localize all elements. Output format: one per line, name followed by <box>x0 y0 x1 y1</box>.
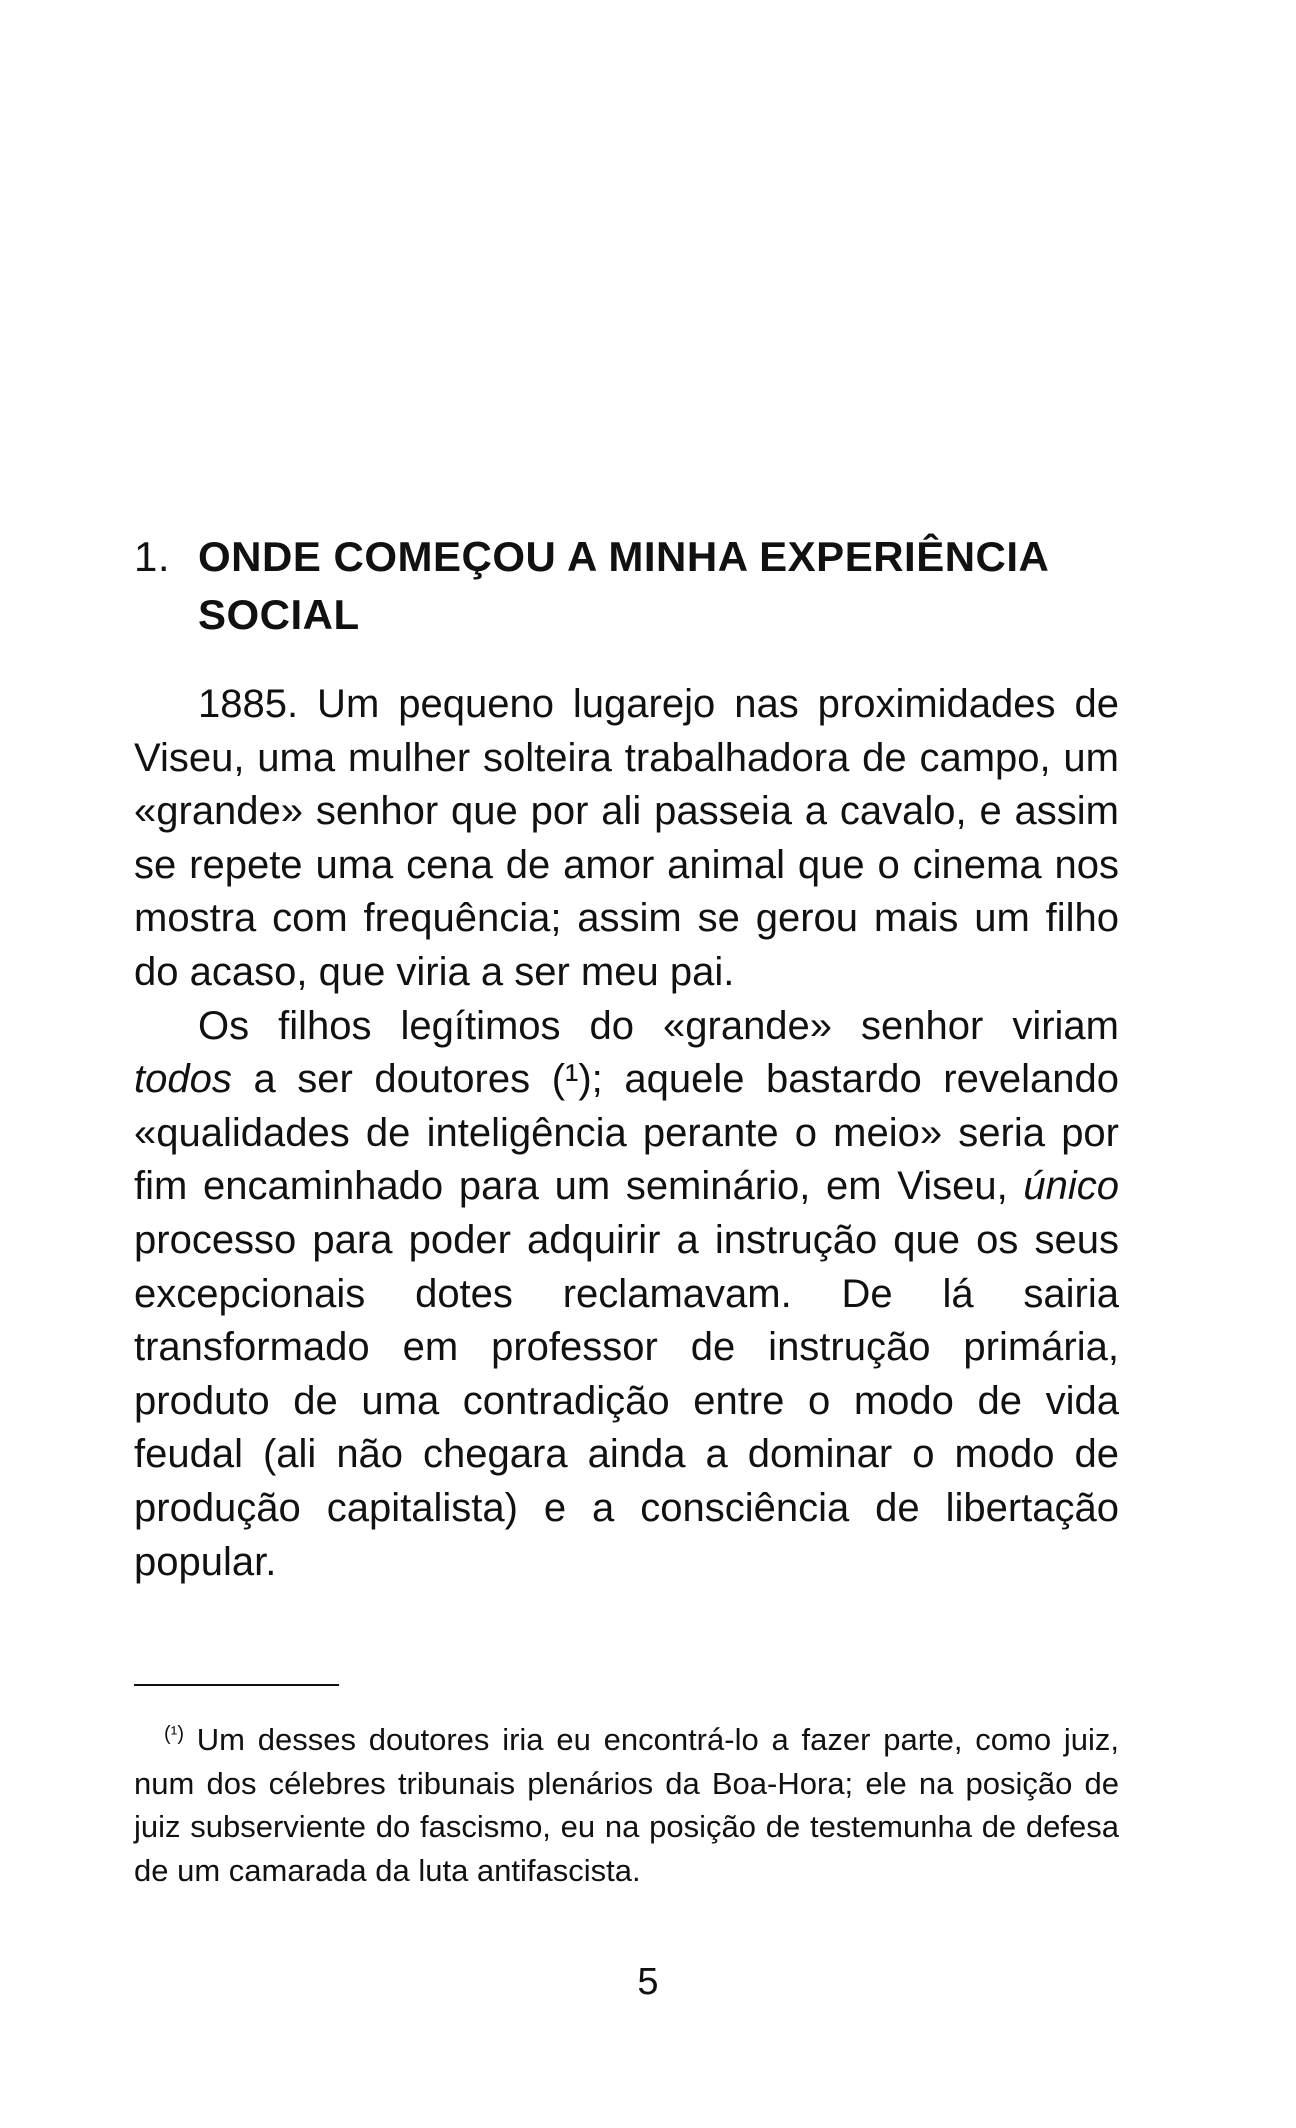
footnote-reference[interactable]: (¹) <box>551 1057 592 1102</box>
footnote-divider <box>134 1684 339 1686</box>
page-number: 5 <box>637 1961 659 2003</box>
paragraph-2-part-a: Os filhos legítimos do «grande» senhor viriam <box>198 1003 1119 1048</box>
paragraph-2-part-b: a ser doutores <box>231 1057 552 1102</box>
footnote <box>134 1718 1119 1892</box>
paragraph-2 <box>134 1000 1119 1590</box>
paragraph-2-part-c: ; aquele bastardo revelando «qualidades de inteligência perante o meio» seria por fim encaminhado para um seminário, em Viseu, <box>134 1057 1119 1209</box>
emphasis-todos: todos <box>134 1057 232 1102</box>
chapter-heading <box>134 528 1134 644</box>
chapter-number: 1. <box>134 533 171 580</box>
chapter-title-line-1: ONDE COMEÇOU A MINHA EXPERIÊNCIA <box>198 533 1050 580</box>
body-text <box>134 678 1119 1589</box>
paragraph-1: 1885. Um pequeno lugarejo nas proximidades de Viseu, uma mulher solteira trabalhadora de campo, um «grande» senhor que por ali passeia a cavalo, e assim se repete uma cena de amor animal que o cinema nos mostra com frequência; assim se gerou mais um filho do acaso, que viria a ser meu pai. <box>134 682 1119 994</box>
footnote-text: Um desses doutores iria eu encontrá-lo a fazer parte, como juiz, num dos célebres tribunais plenários da Boa-Hora; ele na posição de juiz subserviente do fascismo, eu na posição de testemunha de defesa de um camarada da luta antifascista. <box>134 1722 1119 1888</box>
paragraph-2-part-d: processo para poder adquirir a instrução que os seus excepcionais dotes reclamavam. De lá sairia transformado em professor de instrução primária, produto de uma contradição entre o modo de vida feudal (ali não chegara ainda a dominar o modo de produção capitalista) e a consciência de libertação popular. <box>134 1217 1119 1584</box>
chapter-title-line-2: SOCIAL <box>198 591 360 638</box>
footnote-mark: (¹) <box>164 1723 184 1745</box>
emphasis-unico: único <box>1023 1164 1119 1209</box>
footnote-paragraph <box>134 1718 1119 1892</box>
